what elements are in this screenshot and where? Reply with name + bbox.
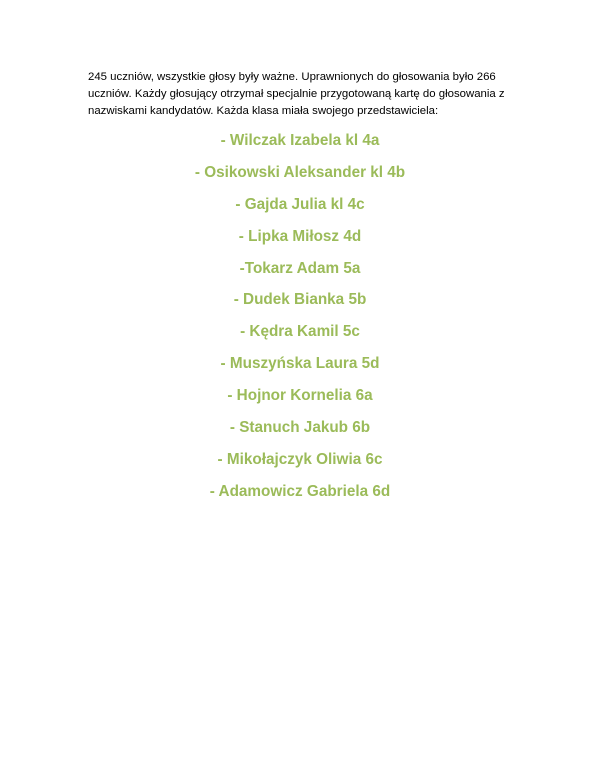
candidate-item-adamowicz-gabriela: - Adamowicz Gabriela 6d (209, 482, 391, 500)
candidate-item-mikolajczyk-oliwia: - Mikołajczyk Oliwia 6c (217, 450, 383, 468)
candidate-item-hojnor-kornelia: - Hojnor Kornelia 6a (227, 387, 373, 405)
intro-paragraph (88, 69, 518, 120)
intro-line-3: nazwiskami kandydatów. Każda klasa miała swojego przedstawiciela: (88, 105, 439, 117)
candidate-item-tokarz-adam: -Tokarz Adam 5a (239, 259, 361, 277)
intro-line-2: uczniów. Każdy głosujący otrzymał specjalnie przygotowaną kartę do głosowania z (88, 88, 505, 100)
candidate-item-dudek-bianka: - Dudek Bianka 5b (233, 291, 367, 309)
candidate-item-osikowski-aleksander: - Osikowski Aleksander kl 4b (194, 163, 406, 181)
candidate-item-stanuch-jakub: - Stanuch Jakub 6b (229, 419, 371, 437)
candidate-item-gajda-julia: - Gajda Julia kl 4c (235, 195, 365, 213)
candidate-item-muszynska-laura: - Muszyńska Laura 5d (220, 355, 380, 373)
intro-line-1: 245 uczniów, wszystkie głosy były ważne. Uprawnionych do głosowania było 266 (88, 71, 496, 83)
candidate-item-kedra-kamil: - Kędra Kamil 5c (240, 323, 360, 341)
candidate-item-wilczak-izabela: - Wilczak Izabela kl 4a (220, 132, 380, 149)
candidate-item-lipka-milosz: - Lipka Miłosz 4d (238, 227, 362, 245)
candidate-list (0, 128, 600, 511)
